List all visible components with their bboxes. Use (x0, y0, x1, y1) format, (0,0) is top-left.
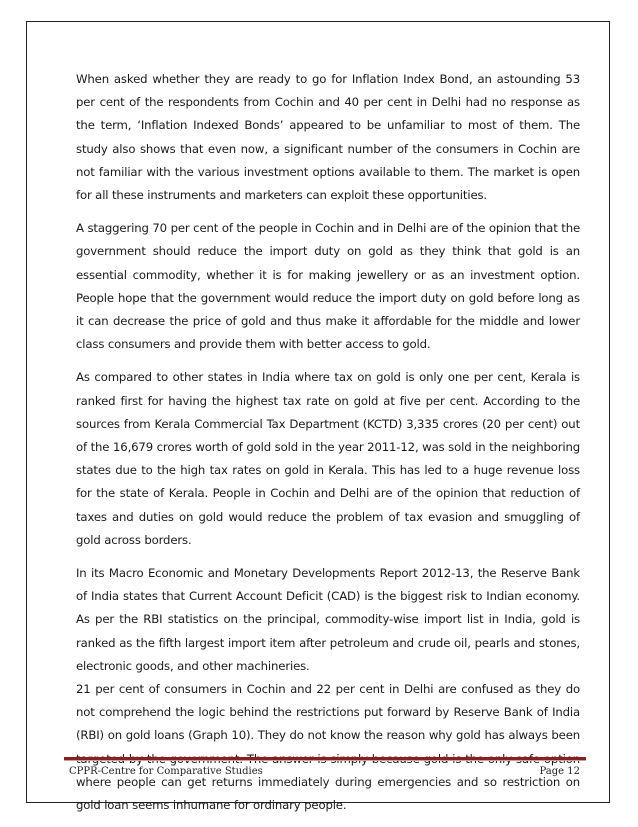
document-body (76, 68, 580, 827)
paragraph-gold-loans: 21 per cent of consumers in Cochin and 22 per cent in Delhi are confused as they do not comprehend the logic behind the restrictions put forward by Reserve Bank of India (RBI) on gold loans (Graph 10). They do not know the reason why gold has always been where people can get returns immediately during emergencies and so restriction on gold loan seems inhumane for ordinary people. (76, 682, 580, 813)
paragraph-import-duty: A staggering 70 per cent of the people in Cochin and in Delhi are of the opinion that the government should reduce the import duty on gold as they think that gold is an essential commodity, whether it is for making jewellery or as an investment option. People hope that the government would reduce the import duty on gold before long as it can decrease the price of gold and thus make it affordable for the middle and lower class consumers and provide them with better access to gold. (76, 221, 580, 352)
footer-rule (64, 757, 586, 761)
footer-organization: CPPR-Centre for Comparative Studies (69, 766, 263, 777)
footer-page-number: Page 12 (539, 766, 580, 777)
paragraph-inflation-bonds: When asked whether they are ready to go for Inflation Index Bond, an astounding 53 per cent of the respondents from Cochin and 40 per cent in Delhi had no response as the term, ‘Inflation Indexed Bonds’ appeared to be unfamiliar to most of them. The study also shows that even now, a significant number of the consumers in Cochin are not familiar with the various investment options available to them. The market is open for all these instruments and marketers can exploit these opportunities. (76, 72, 580, 203)
paragraph-kerala-tax: As compared to other states in India where tax on gold is only one per cent, Kerala is ranked first for having the highest tax rate on gold at five per cent. According to the sources from Kerala Commercial Tax Department (KCTD) 3,335 crores (20 per cent) out of the 16,679 crores worth of gold sold in the year 2011-12, was sold in the neighboring states due to the high tax rates on gold in Kerala. This has led to a huge revenue loss for the state of Kerala. People in Cochin and Delhi are of the opinion that reduction of taxes and duties on gold would reduce the problem of tax evasion and smuggling of gold across borders. (76, 370, 580, 547)
paragraph-rbi-report: In its Macro Economic and Monetary Developments Report 2012-13, the Reserve Bank of India states that Current Account Deficit (CAD) is the biggest risk to Indian economy. As per the RBI statistics on the principal, commodity-wise import list in India, gold is ranked as the fifth largest import item after petroleum and crude oil, pearls and stones, electronic goods, and other machineries. (76, 566, 580, 673)
